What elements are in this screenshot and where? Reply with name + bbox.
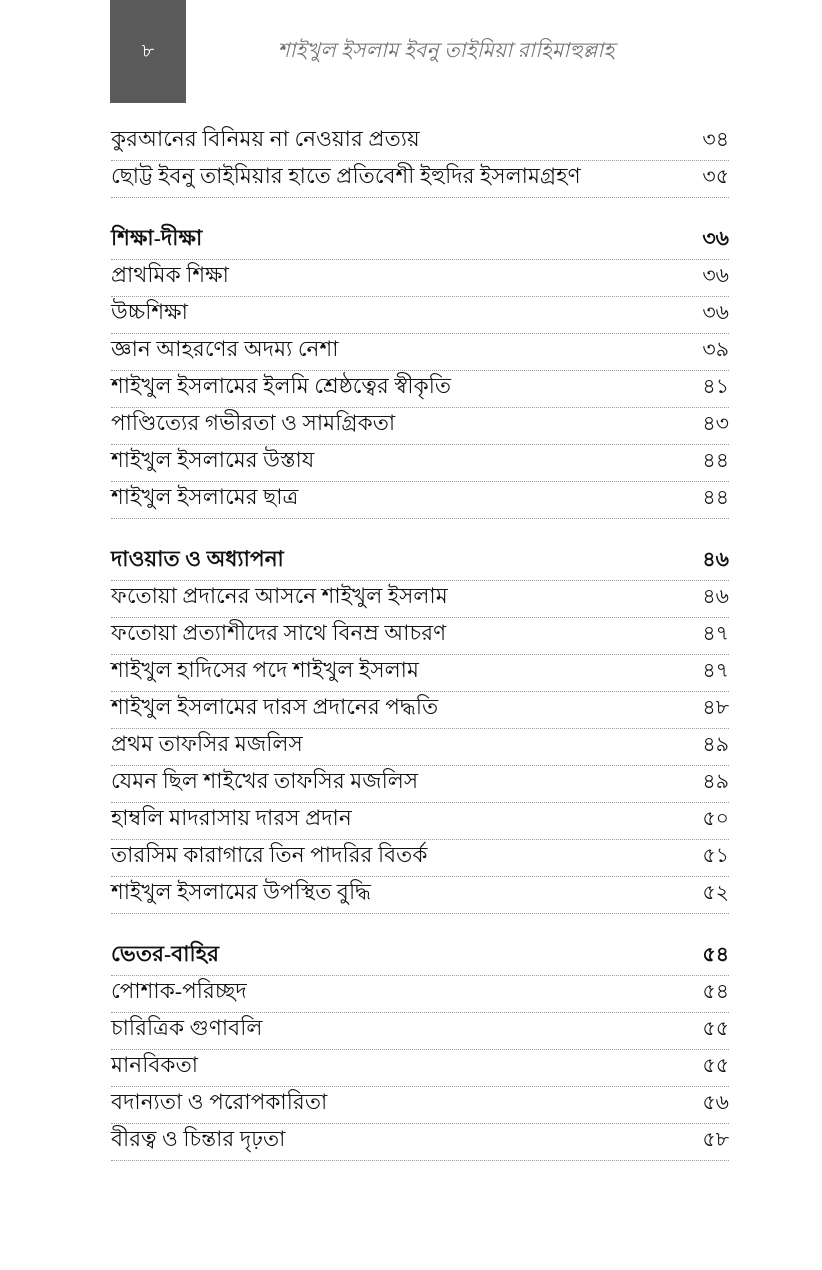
toc-entry-title: শাইখুল হাদিসের পদে শাইখুল ইসলাম bbox=[111, 658, 420, 682]
table-of-contents bbox=[111, 124, 729, 1161]
toc-entry-row[interactable] bbox=[111, 408, 729, 445]
toc-entry-row[interactable] bbox=[111, 371, 729, 408]
toc-entry-row[interactable] bbox=[111, 334, 729, 371]
toc-entry-row[interactable] bbox=[111, 1013, 729, 1050]
toc-entry-title: ছোট্ট ইবনু তাইমিয়ার হাতে প্রতিবেশী ইহুদির ইসলামগ্রহণ bbox=[111, 164, 581, 188]
toc-entry-row[interactable] bbox=[111, 840, 729, 877]
toc-entry-title: শিক্ষা-দীক্ষা bbox=[111, 226, 203, 250]
toc-entry-page-number: ৩৫ bbox=[702, 166, 729, 188]
toc-entry-title: বদান্যতা ও পরোপকারিতা bbox=[111, 1090, 328, 1114]
toc-entry-row[interactable] bbox=[111, 655, 729, 692]
toc-entry-title: বীরত্ব ও চিন্তার দৃঢ়তা bbox=[111, 1127, 286, 1151]
toc-entry-page-number: ৪৬ bbox=[702, 549, 729, 571]
toc-entry-title: যেমন ছিল শাইখের তাফসির মজলিস bbox=[111, 769, 419, 793]
toc-entry-title: পোশাক-পরিচ্ছদ bbox=[111, 979, 247, 1003]
toc-entry-title: তারসিম কারাগারে তিন পাদরির বিতর্ক bbox=[111, 843, 428, 867]
toc-entry-title: ভেতর-বাহির bbox=[111, 942, 220, 966]
toc-entry-page-number: ৫৫ bbox=[702, 1018, 729, 1040]
toc-entry-title: হাম্বলি মাদরাসায় দারস প্রদান bbox=[111, 806, 352, 830]
toc-entry-page-number: ৩৬ bbox=[702, 265, 729, 287]
toc-entry-page-number: ৪৪ bbox=[702, 487, 729, 509]
toc-entry-page-number: ৪৬ bbox=[702, 586, 729, 608]
toc-entry-page-number: ৪৯ bbox=[702, 771, 729, 793]
toc-entry-page-number: ৪৮ bbox=[702, 697, 729, 719]
toc-entry-row[interactable] bbox=[111, 1124, 729, 1161]
toc-entry-title: শাইখুল ইসলামের দারস প্রদানের পদ্ধতি bbox=[111, 695, 439, 719]
page-number-box bbox=[110, 0, 186, 103]
toc-entry-page-number: ৪৯ bbox=[702, 734, 729, 756]
toc-entry-row[interactable] bbox=[111, 766, 729, 803]
book-title: শাইখুল ইসলাম ইবনু তাইমিয়া রাহিমাহুল্লাহ bbox=[277, 39, 615, 62]
toc-entry-page-number: ৪৭ bbox=[702, 623, 729, 645]
toc-section-row[interactable] bbox=[111, 939, 729, 976]
toc-entry-page-number: ৫১ bbox=[702, 845, 729, 867]
toc-entry-title: উচ্চশিক্ষা bbox=[111, 300, 188, 324]
toc-entry-page-number: ৫৪ bbox=[702, 981, 729, 1003]
toc-entry-row[interactable] bbox=[111, 1050, 729, 1087]
toc-entry-row[interactable] bbox=[111, 1087, 729, 1124]
toc-entry-title: ফতোয়া প্রত্যাশীদের সাথে বিনম্র আচরণ bbox=[111, 621, 447, 645]
toc-entry-title: ফতোয়া প্রদানের আসনে শাইখুল ইসলাম bbox=[111, 584, 448, 608]
toc-entry-page-number: ৪৭ bbox=[702, 660, 729, 682]
toc-entry-title: জ্ঞান আহরণের অদম্য নেশা bbox=[111, 337, 339, 361]
toc-entry-title: শাইখুল ইসলামের উপস্থিত বুদ্ধি bbox=[111, 880, 371, 904]
toc-entry-row[interactable] bbox=[111, 581, 729, 618]
toc-entry-title: প্রাথমিক শিক্ষা bbox=[111, 263, 229, 287]
toc-entry-title: শাইখুল ইসলামের ছাত্র bbox=[111, 485, 299, 509]
toc-entry-title: শাইখুল ইসলামের ইলমি শ্রেষ্ঠত্বের স্বীকৃতি bbox=[111, 374, 452, 398]
toc-entry-row[interactable] bbox=[111, 445, 729, 482]
toc-entry-title: শাইখুল ইসলামের উস্তায bbox=[111, 448, 315, 472]
toc-section-row[interactable] bbox=[111, 223, 729, 260]
toc-entry-page-number: ৩৬ bbox=[702, 302, 729, 324]
running-header bbox=[186, 0, 746, 103]
toc-entry-page-number: ৪৩ bbox=[702, 413, 729, 435]
toc-entry-row[interactable] bbox=[111, 729, 729, 766]
toc-entry-page-number: ৪৪ bbox=[702, 450, 729, 472]
toc-entry-page-number: ৩৯ bbox=[702, 339, 729, 361]
toc-entry-row[interactable] bbox=[111, 161, 729, 198]
toc-entry-row[interactable] bbox=[111, 692, 729, 729]
toc-entry-row[interactable] bbox=[111, 877, 729, 914]
toc-entry-title: কুরআনের বিনিময় না নেওয়ার প্রত্যয় bbox=[111, 127, 420, 151]
toc-entry-title: চারিত্রিক গুণাবলি bbox=[111, 1016, 263, 1040]
toc-entry-page-number: ৫৫ bbox=[702, 1055, 729, 1077]
toc-entry-title: প্রথম তাফসির মজলিস bbox=[111, 732, 303, 756]
toc-entry-row[interactable] bbox=[111, 297, 729, 334]
toc-entry-page-number: ৪১ bbox=[702, 376, 729, 398]
toc-section-row[interactable] bbox=[111, 544, 729, 581]
toc-entry-title: পাণ্ডিত্যের গভীরতা ও সামগ্রিকতা bbox=[111, 411, 396, 435]
toc-entry-title: মানবিকতা bbox=[111, 1053, 199, 1077]
toc-entry-page-number: ৫৬ bbox=[702, 1092, 729, 1114]
toc-entry-row[interactable] bbox=[111, 618, 729, 655]
toc-entry-page-number: ৩৬ bbox=[702, 228, 729, 250]
toc-entry-page-number: ৫২ bbox=[702, 882, 729, 904]
page-number: ৮ bbox=[141, 41, 155, 62]
toc-entry-page-number: ৫০ bbox=[702, 808, 729, 830]
toc-entry-row[interactable] bbox=[111, 260, 729, 297]
toc-entry-row[interactable] bbox=[111, 124, 729, 161]
toc-entry-title: দাওয়াত ও অধ্যাপনা bbox=[111, 547, 284, 571]
toc-entry-row[interactable] bbox=[111, 803, 729, 840]
toc-entry-page-number: ৩৪ bbox=[702, 129, 729, 151]
toc-entry-row[interactable] bbox=[111, 976, 729, 1013]
toc-entry-row[interactable] bbox=[111, 482, 729, 519]
toc-entry-page-number: ৫৪ bbox=[702, 944, 729, 966]
page-header bbox=[0, 0, 822, 105]
toc-entry-page-number: ৫৮ bbox=[702, 1129, 729, 1151]
